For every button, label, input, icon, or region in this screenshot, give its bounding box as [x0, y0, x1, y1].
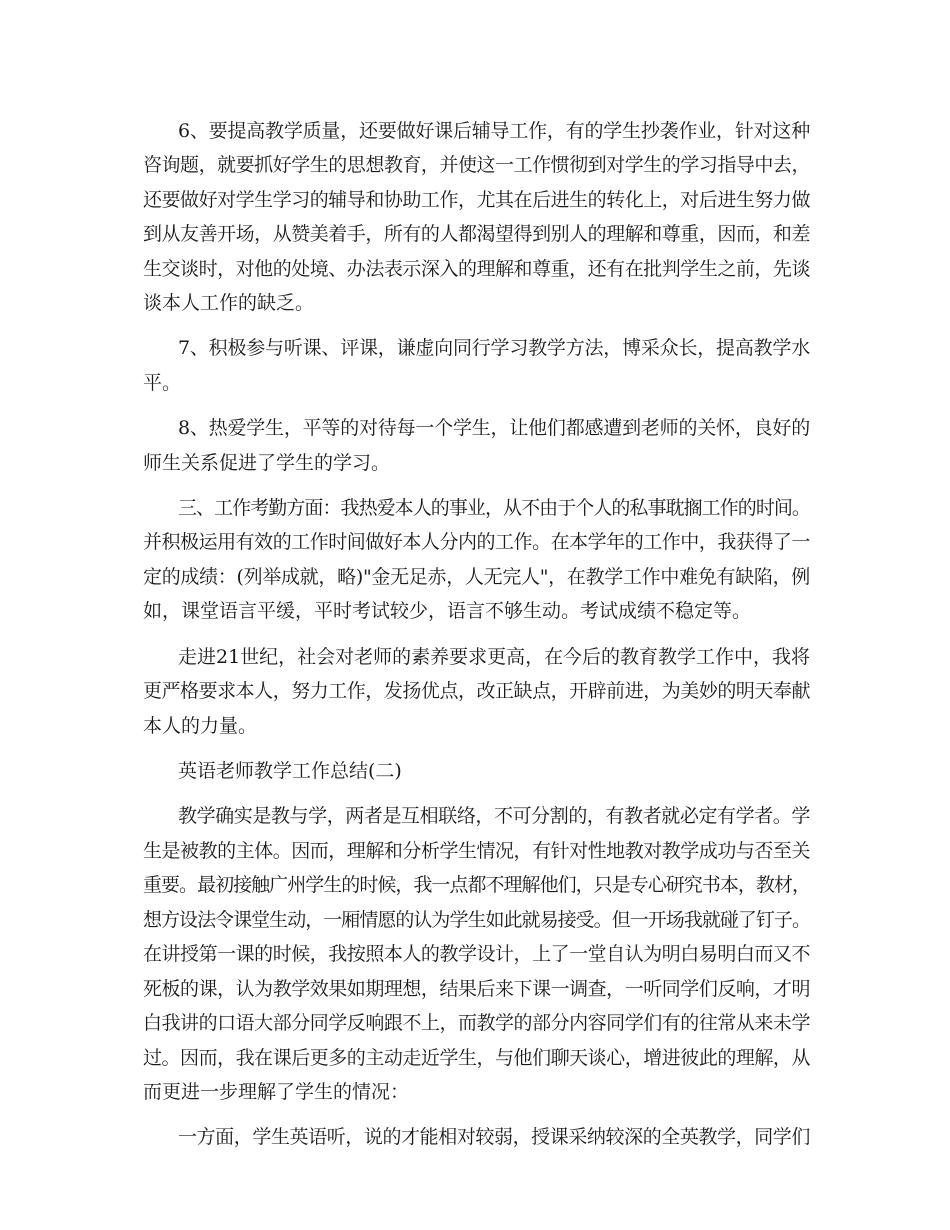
text-line: 死板的课，认为教学效果如期理想，结果后来下课一调查，一听同学们反响，才明 — [143, 978, 810, 1000]
text-line: 更严格要求本人，努力工作，发扬优点，改正缺点，开辟前进，为美妙的明天奉献 — [143, 680, 810, 702]
text-line: 6、要提高教学质量，还要做好课后辅导工作，有的学生抄袭作业，针对这种 — [178, 120, 810, 142]
text-line: 如，课堂语言平缓，平时考试较少，语言不够生动。考试成绩不稳定等。 — [143, 600, 752, 622]
text-line: 谈本人工作的缺乏。 — [143, 292, 315, 314]
text-line: 定的成绩：(列举成就，略)"金无足赤，人无完人"，在教学工作中难免有缺陷，例 — [143, 566, 810, 588]
text-line: 三、工作考勤方面：我热爱本人的事业，从不由于个人的私事耽搁工作的时间。 — [178, 497, 810, 519]
text-line: 白我讲的口语大部分同学反响跟不上，而教学的部分内容同学们有的往常从来未学 — [143, 1012, 810, 1034]
text-line: 平。 — [143, 372, 182, 394]
text-line: 本人的力量。 — [143, 715, 258, 737]
text-line: 一方面，学生英语听，说的才能相对较弱，授课采纳较深的全英教学，同学们 — [178, 1126, 810, 1148]
text-line: 生是被教的主体。因而，理解和分析学生情况，有针对性地教对教学成功与否至关 — [143, 840, 810, 862]
text-line: 师生关系促进了学生的学习。 — [143, 452, 391, 474]
text-line: 生交谈时，对他的处境、办法表示深入的理解和尊重，还有在批判学生之前，先谈 — [143, 258, 810, 280]
text-line: 而更进一步理解了学生的情况： — [143, 1081, 410, 1103]
text-line: 想方设法令课堂生动，一厢情愿的认为学生如此就易接受。但一开场我就碰了钉子。 — [143, 909, 810, 931]
text-line: 到从友善开场，从赞美着手，所有的人都渴望得到别人的理解和尊重，因而，和差 — [143, 223, 810, 245]
text-line: 还要做好对学生学习的辅导和协助工作，尤其在后进生的转化上，对后进生努力做 — [143, 189, 810, 211]
text-line: 7、积极参与听课、评课，谦虚向同行学习教学方法，博采众长，提高教学水 — [178, 337, 810, 359]
section-heading: 英语老师教学工作总结(二) — [178, 760, 402, 782]
text-line: 重要。最初接触广州学生的时候，我一点都不理解他们，只是专心研究书本，教材， — [143, 874, 810, 896]
text-line: 教学确实是教与学，两者是互相联络，不可分割的，有教者就必定有学者。学 — [178, 805, 810, 827]
text-line: 8、热爱学生，平等的对待每一个学生，让他们都感遭到老师的关怀，良好的 — [178, 417, 810, 439]
text-line: 并积极运用有效的工作时间做好本人分内的工作。在本学年的工作中，我获得了一 — [143, 531, 810, 553]
text-line: 咨询题，就要抓好学生的思想教育，并使这一工作惯彻到对学生的学习指导中去， — [143, 154, 810, 176]
text-line: 走进21世纪，社会对老师的素养要求更高，在今后的教育教学工作中，我将 — [178, 646, 810, 668]
text-line: 过。因而，我在课后更多的主动走近学生，与他们聊天谈心，增进彼此的理解，从 — [143, 1047, 810, 1069]
text-line: 在讲授第一课的时候，我按照本人的教学设计，上了一堂自认为明白易明白而又不 — [143, 943, 810, 965]
